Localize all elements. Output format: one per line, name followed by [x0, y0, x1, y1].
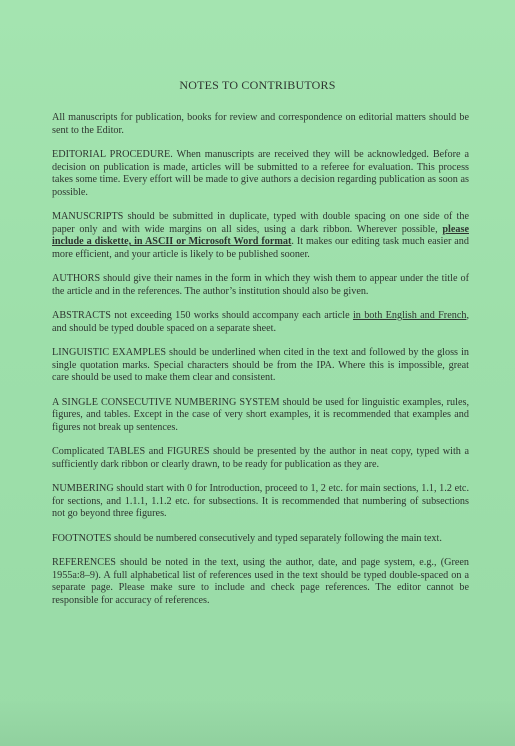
paragraph-abstracts — [52, 310, 469, 335]
paragraph-manuscripts — [52, 211, 469, 261]
paragraph-tables-figures: Complicated TABLES and FIGURES should be presented by the author in neat copy, typed with a sufficiently dark ribbon or clearly drawn, to be ready for publication as they are. — [52, 446, 469, 470]
paragraph-numbering-system: A SINGLE CONSECUTIVE NUMBERING SYSTEM should be used for linguistic examples, rules, figures, and tables. Except in the case of very short examples, it is recommended that examples and figures not break up sentences. — [52, 396, 469, 433]
paragraph-references: REFERENCES should be noted in the text, using the author, date, and page system, e.g., (Green 1955a:8–9). A full alphabetical list of references used in the text should be typed double-spaced on a separate page. Please make sure to include and check page references. The editor cannot be responsible for accuracy of references. — [52, 557, 469, 606]
paragraph-submission: All manuscripts for publication, books for review and correspondence on editorial matters should be sent to the Editor. — [52, 112, 469, 136]
paragraph-linguistic-examples: LINGUISTIC EXAMPLES should be underlined when cited in the text and followed by the gloss in single quotation marks. Special characters should be from the IPA. Where this is impossible, great care should be used to make them clear and consistent. — [52, 347, 469, 383]
abstracts-text-after: , and should be typed double spaced on a separate sheet. — [52, 310, 469, 334]
paragraph-authors: AUTHORS should give their names in the form in which they wish them to appear under the title of the article and in the references. The author’s institution should also be given. — [52, 273, 469, 297]
languages-note: in both English and French — [352, 310, 467, 321]
paragraph-footnotes: FOOTNOTES should be numbered consecutively and typed separately following the main text. — [52, 532, 442, 544]
manuscripts-text-after: . It makes our editing task much easier and more efficient, and your article is likely to be published sooner. — [52, 236, 469, 260]
paragraph-editorial-procedure: EDITORIAL PROCEDURE. When manuscripts are received they will be acknowledged. Before a decision on publication is made, articles will be submitted to a referee for evaluation. This process takes some time. Every effort will be made to give authors a decision regarding publication as soon as possible. — [52, 149, 469, 198]
abstracts-text-before: ABSTRACTS not exceeding 150 works should accompany each article — [52, 310, 353, 321]
diskette-note: please include a diskette, in ASCII or Microsoft Word format — [52, 223, 469, 247]
manuscripts-text-before: MANUSCRIPTS should be submitted in duplicate, typed with double spacing on one side of the paper only and with wide margins on all sides, using a dark ribbon. Wherever possible, — [52, 211, 469, 235]
page-title: NOTES TO CONTRIBUTORS — [179, 78, 336, 92]
notes-body — [52, 112, 469, 619]
paragraph-numbering: NUMBERING should start with 0 for Introduction, proceed to 1, 2 etc. for main sections, 1.1, 1.2 etc. for sections, and 1.1.1, 1.1.2 etc. for subsections. It is recommended that numbering of subsections not go beyond three figures. — [52, 483, 469, 519]
